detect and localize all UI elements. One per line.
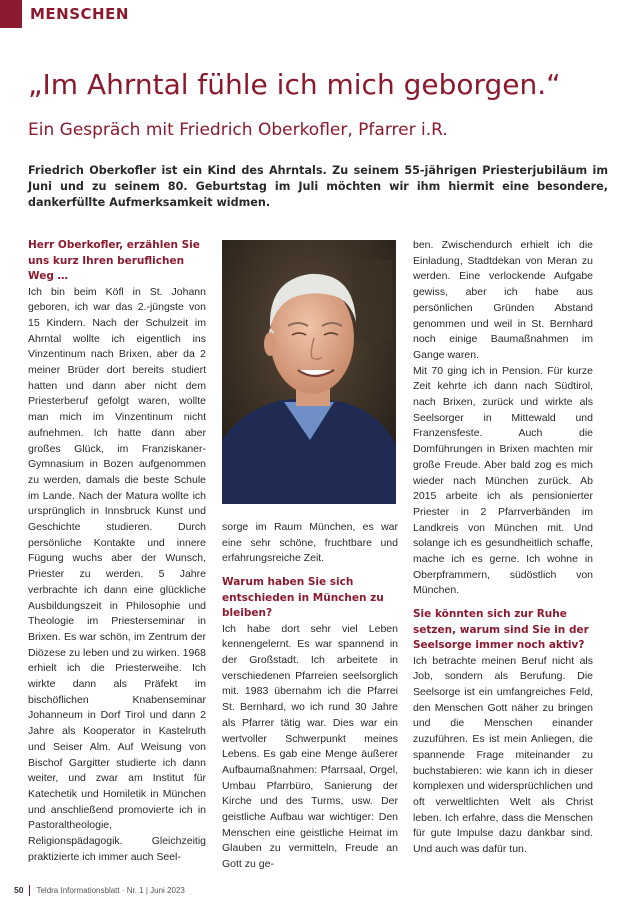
column-3 (413, 238, 593, 858)
column-1 (28, 238, 206, 866)
column-3-continuation: ben. Zwischendurch erhielt ich die Einladung, Stadtdekan von Meran zu werden. Eine verlockende Aufgabe gewiss, aber ich habe aus persönlichen Gründen Abstand genommen und weil in St. Bernhard noch einige Baumaßnahmen im Gange waren. (413, 239, 593, 361)
article-lead: Friedrich Oberkofler ist ein Kind des Ahrntals. Zu seinem 55-jährigen Priesterjubiläum im Juni und zu seinem 80. Geburtstag im Juli möchten wir ihm hiermit eine besondere, dankerfüllte Aufmerksamkeit widmen. (28, 164, 608, 209)
footer-divider (29, 885, 30, 896)
article-subtitle: Ein Gespräch mit Friedrich Oberkofler, Pfarrer i.R. (28, 120, 448, 140)
section-label: MENSCHEN (30, 5, 129, 23)
column-3-paragraph: Mit 70 ging ich in Pension. Für kurze Zeit kehrte ich dann nach Südtirol, nach Brixen, zurück und wirkte als Seelsorger in Mittewald und Franzensfeste. Auch die Domführungen in Brixen machten mir große Freude. Aber bald zog es mich wieder nach München zurück. Ab 2015 arbeite ich als pensionierter Priester in 2 Pfarrverbänden im Landkreis von München mit. Und solange ich es gesundheitlich schaffe, mache ich es gerne. Ich wohne in Oberpframmern, südöstlich von München. (413, 364, 593, 597)
portrait-photo (222, 240, 396, 504)
section-color-bar (0, 0, 22, 28)
interview-answer-1: Ich bin beim Köfl in St. Johann geboren, ich war das 2.-jüngste von 15 Kindern. Nach der Schulzeit im Ahrntal wollte ich eigentlich ins Vinzentinum nach Brixen, aber da 2 meiner Brüder dort bereits studiert hatten und dann aber nicht dem Priesterberuf gefolgt waren, wollte man mich im Vinzentinum nicht aufnehmen. Ich hatte dann aber großes Glück, im Franziskaner-Gymnasium in Bozen aufgenommen zu werden, damals die beste Schule im Lande. Nach der Matura wollte ich ursprünglich in Innsbruck Kunst und Geschichte studieren. Durch persönliche Kontakte und innere Fügung wuchs aber der Wunsch, Priester zu werden. 5 Jahre verbrachte ich dann eine glückliche Ausbildungszeit in Philosophie und Theologie im Priesterseminar in Brixen. Es war schön, im Zentrum der Diözese zu leben und zu wirken. 1968 erhielt ich die Priesterweihe. Ich wirkte dann als Präfekt im bischöflichen Knabenseminar Johanneum in Dorf Tirol und dann 2 Jahre als Kooperator in Kastelruth und Seiser Alm. Auf Weisung von Bischof Gargitter studierte ich dann weiter, und zwar am Institut für Katechetik und Homiletik in München und anschließend promovierte ich in Pastoraltheologie, Religionspädagogik. Gleichzeitig praktizierte ich immer auch Seel- (28, 285, 206, 863)
section-header (0, 0, 129, 28)
publication-info: Teldra Informationsblatt · Nr. 1 | Juni 2023 (36, 885, 185, 895)
column-2 (222, 520, 398, 873)
interview-answer-2: Ich habe dort sehr viel Leben kennengelernt. Es war spannend in der Großstadt. Ich arbeitete in verschiedenen Pfarreien seelsorglich mit. 1983 übernahm ich die Pfarrei St. Bernhard, wo ich rund 30 Jahre als Pfarrer tätig war. Dies war ein wertvoller Schwerpunkt meines Lebens. Es gab eine Menge äußerer Aufbaumaßnahmen: Pfarrsaal, Orgel, Umbau Pfarrbüro, Sanierung der Kirche und des Turms, usw. Der geistliche Aufbau war wichtiger: Den Menschen eine geistliche Heimat im Glauben zu vermitteln, Freude an Gott zu ge- (222, 622, 398, 871)
interview-question-3: Sie könnten sich zur Ruhe setzen, warum sind Sie in der Seelsorge immer noch aktiv? (413, 608, 589, 652)
interview-answer-3: Ich betrachte meinen Beruf nicht als Job, sondern als Berufung. Die Seelsorge ist ein umfangreiches Feld, den Menschen Gott näher zu bringen und die Menschen einander zuzuführen. Es ist mein Anliegen, die spannende Frage miteinander zu buchstabieren: wie kann ich in dieser komplexen und widersprüchlichen und oft verweltlichten Welt als Christ leben. Ich erfahre, dass die Menschen für gute Impulse dazu dankbar sind. Und auch was dafür tun. (413, 654, 593, 856)
page-footer (0, 880, 185, 900)
interview-question-1: Herr Oberkofler, erzählen Sie uns kurz Ihren beruflichen Weg … (28, 239, 200, 282)
column-2-continuation: sorge im Raum München, es war eine sehr schöne, fruchtbare und erfahrungsreiche Zeit. (222, 521, 398, 565)
page-number: 50 (14, 885, 24, 895)
portrait-illustration (222, 240, 396, 504)
interview-question-2: Warum haben Sie sich entschieden in München zu bleiben? (222, 576, 384, 620)
article-title: „Im Ahrntal fühle ich mich geborgen.“ (28, 68, 561, 101)
